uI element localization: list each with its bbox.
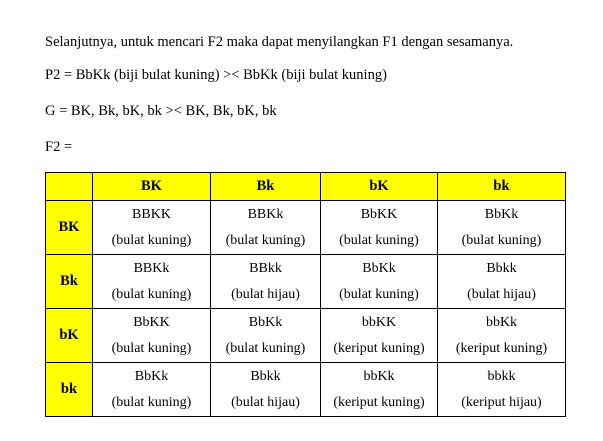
row-header: BK	[46, 201, 93, 255]
genotype: BbKk	[484, 206, 519, 222]
genotype: BBKk	[133, 260, 170, 276]
column-header: Bk	[211, 173, 321, 201]
phenotype: (bulat kuning)	[225, 232, 306, 248]
offspring-cell	[211, 309, 321, 363]
phenotype: (keriput hijau)	[461, 394, 542, 410]
offspring-cell	[93, 309, 211, 363]
genotype: BBkk	[249, 260, 282, 276]
offspring-cell	[438, 363, 566, 417]
phenotype: (keriput kuning)	[455, 340, 548, 356]
phenotype: (bulat kuning)	[111, 340, 192, 356]
genotype: bbKk	[363, 368, 395, 384]
column-header: bk	[438, 173, 566, 201]
phenotype: (bulat hijau)	[231, 394, 300, 410]
table-row	[46, 255, 566, 309]
offspring-cell	[321, 363, 438, 417]
offspring-cell	[438, 309, 566, 363]
row-header: Bk	[46, 255, 93, 309]
column-header: BK	[93, 173, 211, 201]
table-row	[46, 201, 566, 255]
phenotype: (bulat kuning)	[339, 286, 419, 302]
f2-label: F2 =	[45, 139, 73, 155]
offspring-cell	[321, 309, 438, 363]
genotype: BbKk	[248, 314, 283, 330]
genotype: Bbkk	[250, 368, 281, 384]
genotype: BbKK	[360, 206, 398, 222]
phenotype: (bulat kuning)	[111, 394, 192, 410]
offspring-cell	[321, 255, 438, 309]
offspring-cell	[93, 201, 211, 255]
offspring-cell	[93, 255, 211, 309]
genotype: BBKK	[132, 206, 171, 222]
punnett-square-table	[45, 172, 566, 417]
offspring-cell	[438, 201, 566, 255]
offspring-cell	[93, 363, 211, 417]
genotype: bbKK	[361, 314, 397, 330]
genotype: BbKk	[134, 368, 169, 384]
table-row	[46, 363, 566, 417]
table-row	[46, 309, 566, 363]
phenotype: (bulat kuning)	[339, 232, 419, 248]
genotype: bbKk	[485, 314, 518, 330]
offspring-cell	[438, 255, 566, 309]
phenotype: (bulat hijau)	[231, 286, 300, 302]
phenotype: (bulat kuning)	[111, 232, 192, 248]
genotype: bbkk	[487, 368, 516, 384]
genotype: BBKk	[247, 206, 284, 222]
phenotype: (bulat kuning)	[461, 232, 542, 248]
phenotype: (bulat kuning)	[111, 286, 192, 302]
phenotype: (bulat kuning)	[225, 340, 306, 356]
row-header: bK	[46, 309, 93, 363]
gamete-line: G = BK, Bk, bK, bk >< BK, Bk, bK, bk	[45, 103, 277, 119]
offspring-cell	[211, 363, 321, 417]
offspring-cell	[321, 201, 438, 255]
genotype: Bbkk	[486, 260, 517, 276]
phenotype: (bulat hijau)	[467, 286, 536, 302]
row-header: bk	[46, 363, 93, 417]
corner-cell	[46, 173, 93, 201]
column-header: bK	[321, 173, 438, 201]
phenotype: (keriput kuning)	[333, 394, 425, 410]
intro-sentence: Selanjutnya, untuk mencari F2 maka dapat menyilangkan F1 dengan sesamanya.	[45, 34, 514, 50]
offspring-cell	[211, 255, 321, 309]
p2-cross-line: P2 = BbKk (biji bulat kuning) >< BbKk (biji bulat kuning)	[45, 67, 387, 83]
phenotype: (keriput kuning)	[333, 340, 425, 356]
genotype: BbKK	[133, 314, 170, 330]
genotype: BbKk	[362, 260, 396, 276]
offspring-cell	[211, 201, 321, 255]
